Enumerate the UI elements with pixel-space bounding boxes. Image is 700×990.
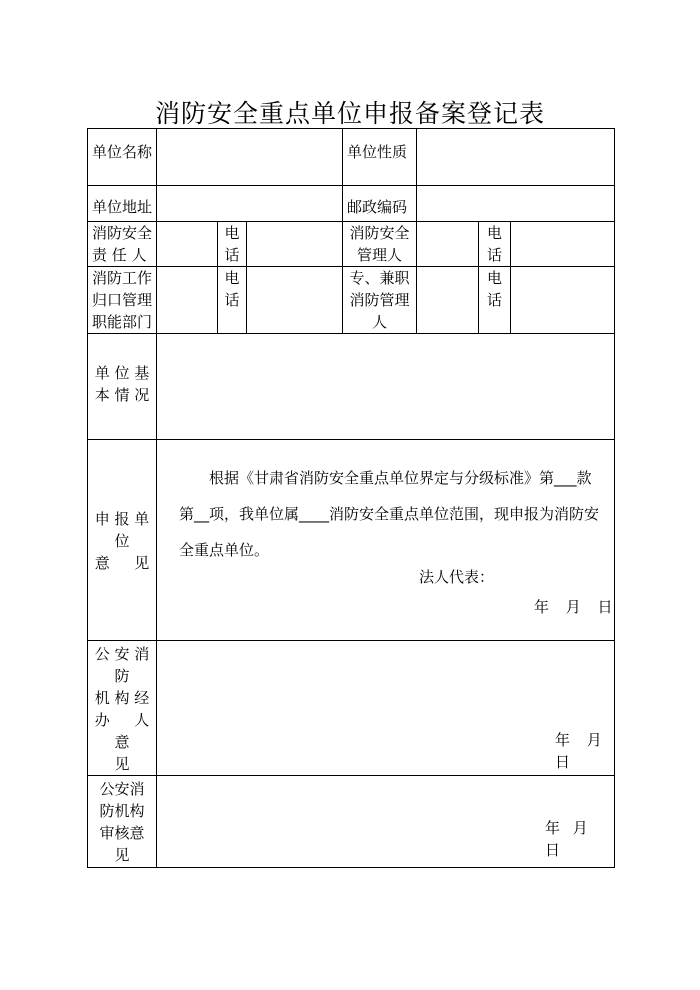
apply-opinion-label: 申 报 单 位 意 见 — [88, 440, 157, 641]
handler-opinion-label: 公 安 消 防 机 构 经 办 人 意 见 — [88, 641, 157, 776]
phone-label: 电 话 — [479, 267, 511, 334]
basic-info-field[interactable] — [157, 334, 615, 440]
fire-dept-label: 消防工作 归口管理 职能部门 — [88, 267, 157, 334]
handler-date: 年 月 日 — [555, 731, 602, 771]
unit-nature-field[interactable] — [417, 129, 615, 186]
phone-field[interactable] — [511, 222, 615, 267]
declaration-date: 年 月 日 — [534, 598, 613, 616]
phone-label: 电 话 — [218, 267, 247, 334]
basic-info-label: 单 位 基 本 情 况 — [88, 334, 157, 440]
phone-label: 电 话 — [479, 222, 511, 267]
phone-field[interactable] — [247, 267, 343, 334]
handler-opinion-field[interactable] — [157, 641, 615, 776]
fire-responsible-field[interactable] — [157, 222, 218, 267]
unit-name-label: 单位名称 — [88, 129, 157, 186]
postal-code-field[interactable] — [417, 186, 615, 222]
page-title: 消防安全重点单位申报备案登记表 — [154, 99, 545, 128]
review-opinion-label: 公安消 防机构 审核意 见 — [88, 776, 157, 868]
declaration-text: 根据《甘肃省消防安全重点单位界定与分级标准》第___款第__项，我单位属____消防安全重点单位范围，现申报为消防安全重点单位。 — [179, 469, 600, 559]
phone-field[interactable] — [247, 222, 343, 267]
fire-manager-field[interactable] — [417, 222, 479, 267]
review-date: 年 月 日 — [545, 819, 588, 859]
unit-address-field[interactable] — [157, 186, 343, 222]
phone-field[interactable] — [511, 267, 615, 334]
fire-manager-label: 消防安全 管理人 — [343, 222, 417, 267]
part-time-manager-label: 专、兼职 消防管理 人 — [343, 267, 417, 334]
part-time-manager-field[interactable] — [417, 267, 479, 334]
legal-representative-label: 法人代表： — [419, 568, 495, 586]
fire-dept-field[interactable] — [157, 267, 218, 334]
fire-responsible-label: 消防安全 责 任 人 — [88, 222, 157, 267]
unit-name-field[interactable] — [157, 129, 343, 186]
review-opinion-field[interactable] — [157, 776, 615, 868]
phone-label: 电 话 — [218, 222, 247, 267]
postal-code-label: 邮政编码 — [343, 186, 417, 222]
unit-address-label: 单位地址 — [88, 186, 157, 222]
apply-opinion-field — [157, 440, 615, 641]
registration-form — [87, 128, 615, 868]
unit-nature-label: 单位性质 — [343, 129, 417, 186]
